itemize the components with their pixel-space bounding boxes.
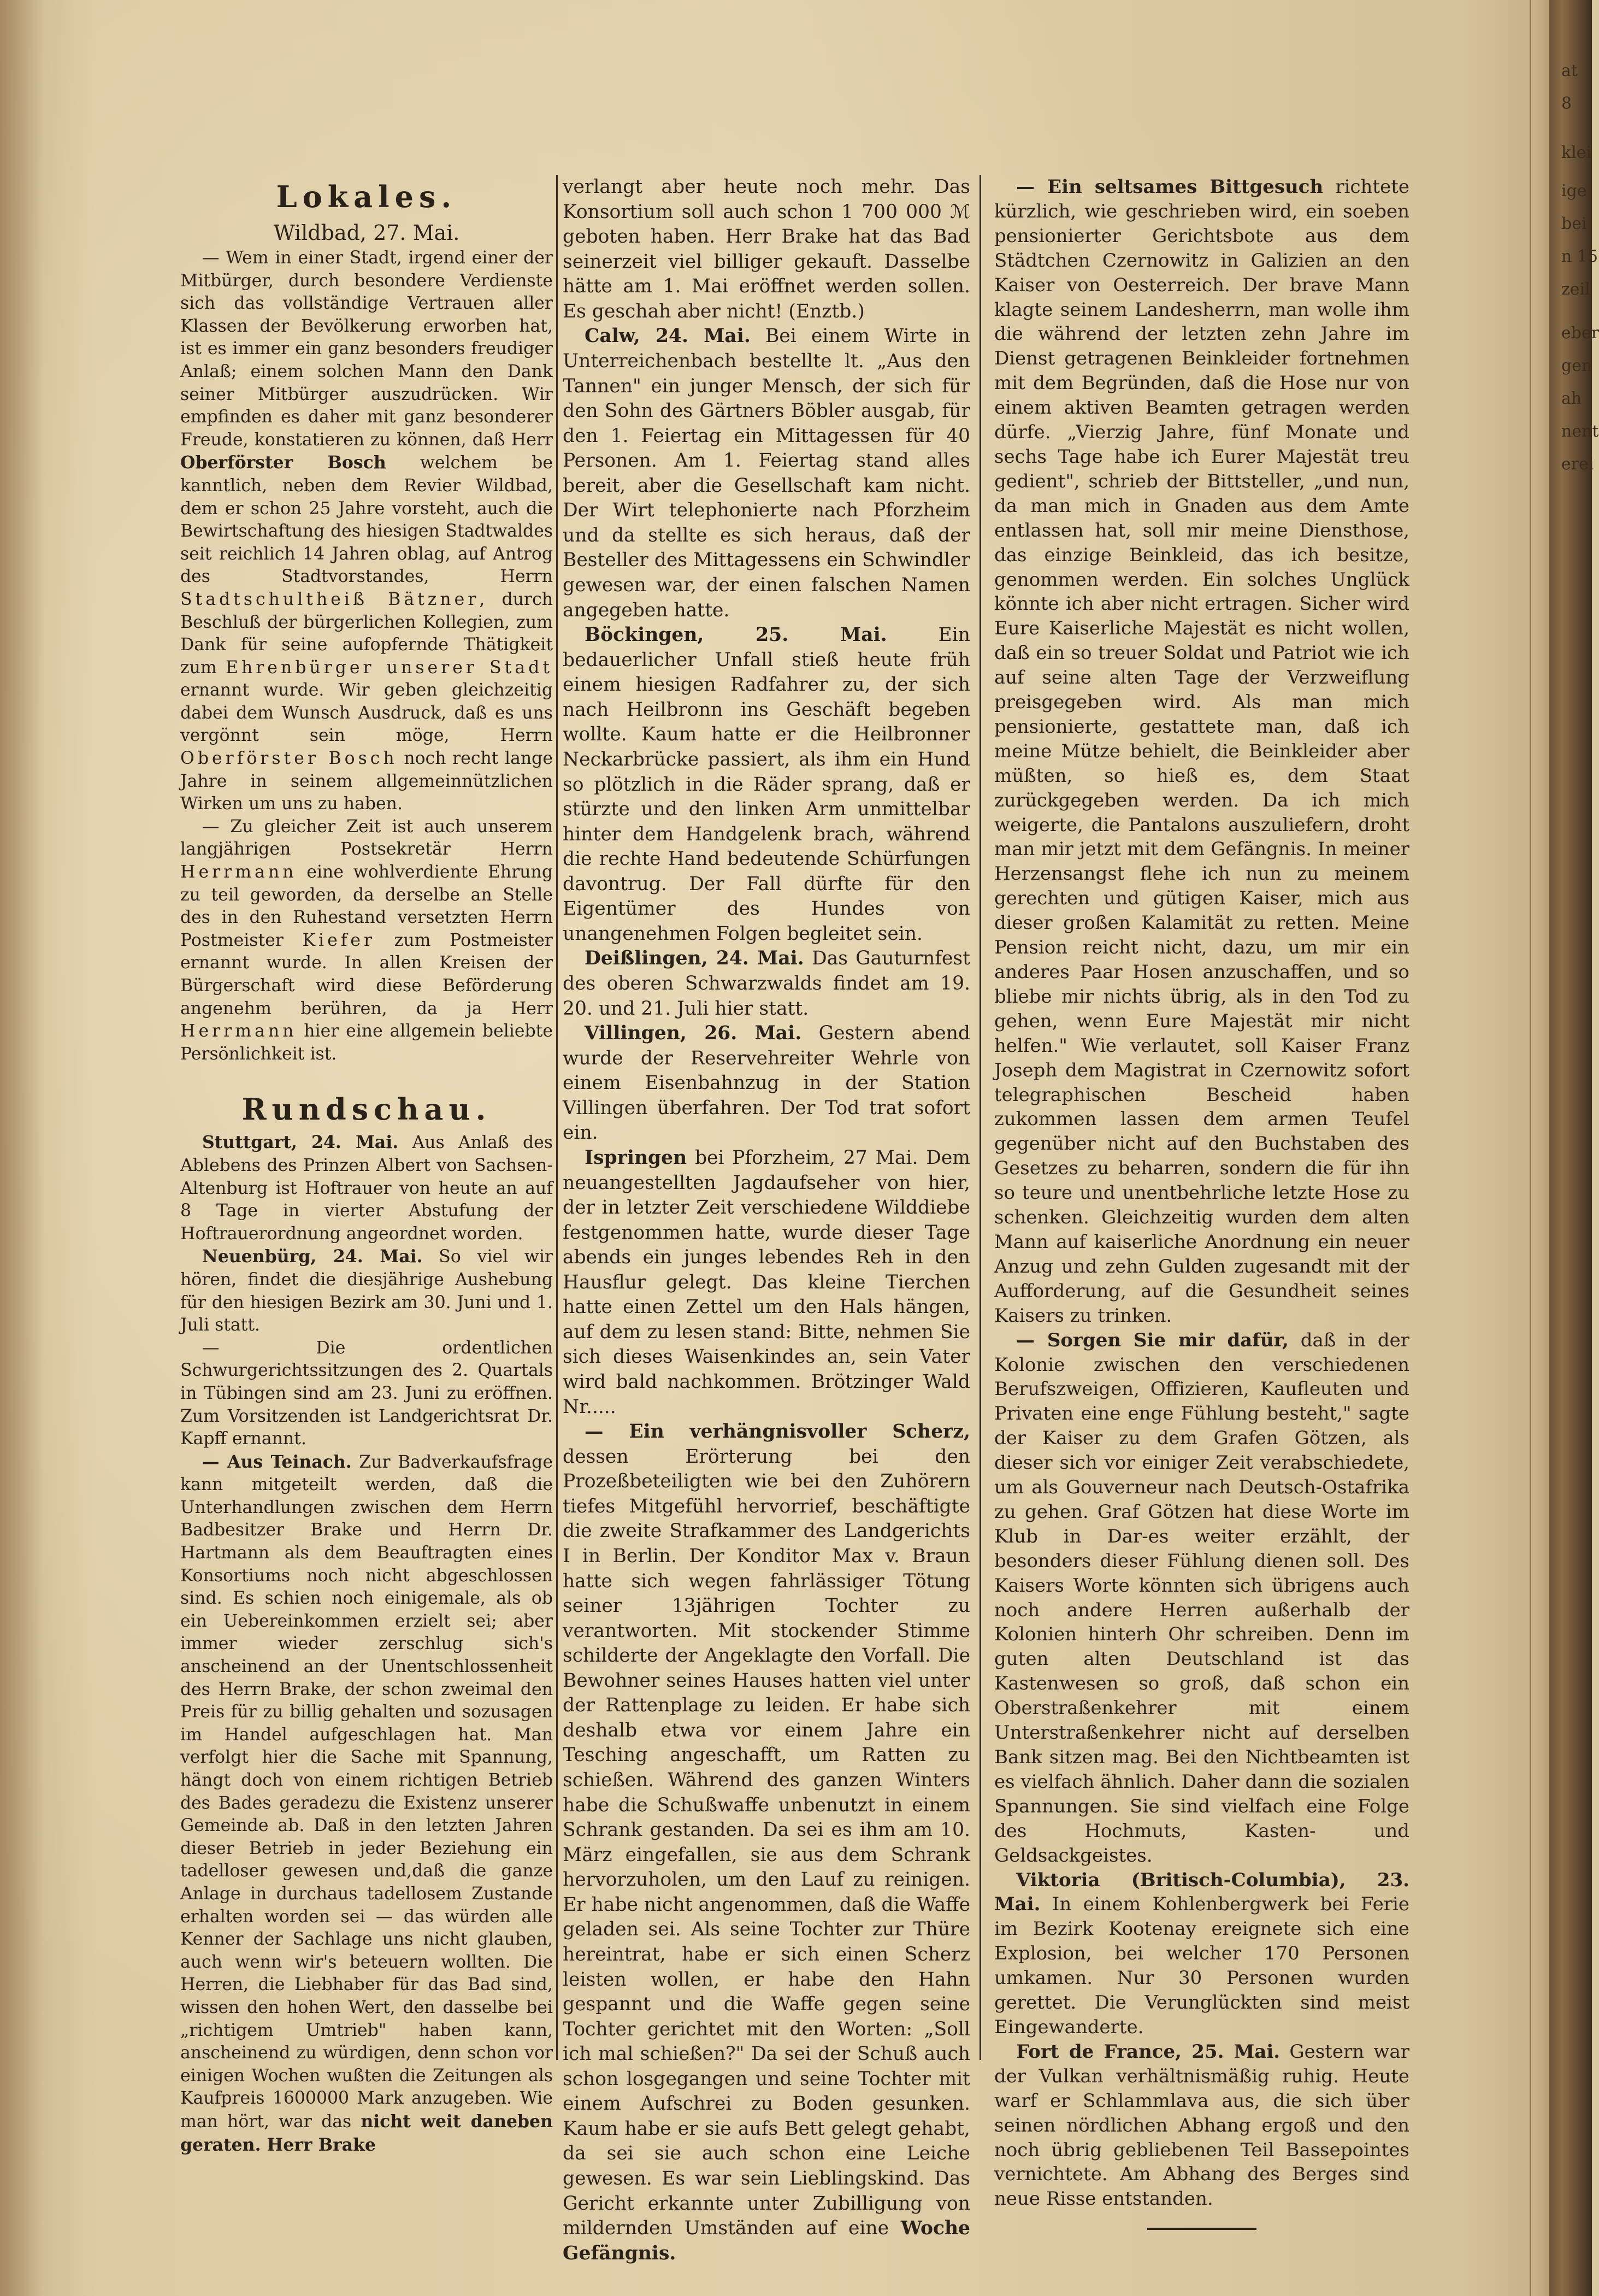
article-title: — Ein seltsames Bittgesuch [1016, 176, 1324, 198]
column-rule [556, 175, 558, 2060]
text-run: ernannt wurde. Wir geben gleichzeitig dabei dem Wunsch Ausdruck, daß es uns vergönnt sein möge, Herrn [180, 680, 553, 746]
rundschau-sorgen [994, 1328, 1409, 1868]
rundschau-schwurgericht: — Die ordentlichen Schwurgerichtssitzungen des 2. Quartals in Tübingen sind am 23. Juni zu eröffnen. Zum Vorsitzenden ist Landgerichtsrat Dr. Kapff ernannt. [180, 1338, 553, 1449]
text-run: Woche Gefängnis. [563, 2217, 970, 2264]
text-run: Herrmann [180, 1021, 297, 1041]
article-title: — Sorgen Sie mir dafür, [1016, 1329, 1289, 1351]
place-name: Ispringen [585, 1146, 687, 1169]
text-run: So viel wir hören, findet die diesjährige Aushebung für den hiesigen Bezirk am 30. Juni und 1. Juli statt. [180, 1247, 553, 1335]
text-run: dessen Erörterung bei den Prozeßbeteiligten wie bei den Zuhörern tiefes Mitgefühl hervorrief, beschäftigte die zweite Strafkammer des Landgerichts I in Berlin. Der Konditor Max v. Braun hatte sich wegen fahrlässiger Tötung seiner 13jährigen Tochter zu verantworten. Mit stockender Stimme schilderte der Angeklagte den Vorfall. Die Bewohner seines Hauses hatten viel unter der Rattenplage zu leiden. Er habe sich deshalb etwa vor einem Jahre ein Tesching angeschafft, um Ratten zu schießen. Während des ganzen Winters habe die Schußwaffe unbenutzt in einem Schrank gestanden. Da sei es ihm am 10. März eingefallen, sie aus dem Schrank hervorzuholen, um den Lauf zu reinigen. Er habe nicht angenommen, daß die Waffe geladen sei. Als seine Tochter zur Thüre hereintrat, habe er sich einen Scherz leisten wollen, er habe den Hahn gespannt und die Waffe gegen seine Tochter gerichtet mit den Worten: „Soll ich mal schießen?" Da sei der Schuß auch schon losgegangen und seine Tochter mit einem Aufschrei zu Boden gesunken. Kaum habe er sie aufs Bett gelegt gehabt, da sei sie auch schon eine Leiche gewesen. Es war sein Lieblingskind. Das Gericht erkannte unter Zubilligung von mildernden Umständen auf eine [563, 1445, 970, 2240]
end-separator [1147, 2228, 1256, 2230]
edge-fragment: zeil [1561, 280, 1590, 299]
text-run: — Wem in einer Stadt, irgend einer der Mitbürger, durch besondere Verdienste sich das vollständige Vertrauen aller Klassen der Bevölkerung erworben hat, ist es immer ein ganz besonders freudiger Anlaß; einem solchen Mann den Dank seiner Mitbürger auszudrücken. Wir empfinden es daher mit ganz besonderer Freude, konstatieren zu können, daß Herr [180, 248, 553, 450]
lokales-dateline: Wildbad, 27. Mai. [273, 221, 460, 245]
text-run: Herrmann [180, 862, 297, 882]
rundschau-villingen [563, 1021, 970, 1146]
text-run: — Zu gleicher Zeit ist auch unserem langjährigen Postsekretär Herrn [180, 816, 553, 859]
place-name: Deißlingen, 24. Mai. [585, 947, 804, 970]
lokales-article-2 [180, 816, 553, 1066]
text-run: Oberförster Bosch [180, 452, 386, 473]
rundschau-stuttgart [180, 1131, 553, 1245]
rundschau-calw [563, 324, 970, 623]
rundschau-deisslingen [563, 946, 970, 1021]
text-run: Zur Badverkaufsfrage kann mitgeteilt werden, daß die Unterhandlungen zwischen dem Herrn Badbesitzer Brake und Herrn Dr. Hartmann als dem Beauftragten eines Konsortiums noch nicht abgeschlossen sind. Es schien noch einigemale, als ob ein Uebereinkommen erzielt sei; aber immer wieder zerschlug sich's anscheinend an der Unentschlossenheit des Herrn Brake, der schon zweimal den Preis für zu billig gehalten und sozusagen im Handel aufgeschlagen hat. Man verfolgt hier die Sache mit Spannung, hängt doch von einem richtigen Betrieb des Bades geradezu die Existenz unserer Gemeinde ab. Daß in den letzten Jahren dieser Betrieb in jeder Beziehung ein tadelloser gewesen und,daß die ganze Anlage in durchaus tadellosem Zustande erhalten worden sei — das würden alle Kenner der Sachlage uns nicht glauben, auch wenn wir's beteuern wollten. Die Herren, die Liebhaber für das Bad sind, wissen den hohen Wert, den dasselbe bei „richtigem Umtrieb" haben kann, anscheinend zu würdigen, denn schon vor einigen Wochen wußten die Zeitungen als Kaufpreis 1600000 Mark anzugeben. Wie man hört, war das [180, 1452, 553, 2132]
edge-fragment: eber [1561, 323, 1599, 343]
edge-fragment: ige [1561, 181, 1587, 201]
text-run: Ehrenbürger unserer Stadt [225, 657, 553, 678]
text-run: Oberförster Bosch [180, 749, 398, 769]
text-run: richtete kürzlich, wie geschrieben wird, ein soeben pensionierter Gerichtsbote aus dem Städtchen Czernowitz in Galizien an den Kaiser von Oesterreich. Der brave Mann klagte seinem Landesherrn, man wolle ihm die während der letzten zehn Jahre im Dienst getragenen Beinkleider fortnehmen mit dem Begründen, daß die Hose nur von einem aktiven Beamten getragen werden dürfe. „Vierzig Jahre, fünf Monate und sechs Tage habe ich Eurer Majestät treu gedient", schrieb der Bittsteller, „und nun, da man mich in Gnaden aus dem Amte entlassen hat, soll mir meine Diensthose, das einzige Beinkleid, das ich besitze, genommen werden. Ein solches Unglück könnte ich aber nicht ertragen. Sicher wird Eure Kaiserliche Majestät es nicht wollen, daß ein so treuer Soldat und Patriot wie ich auf seine alten Tage der Verzweiflung preisgegeben wird. Als man mich pensionierte, gestattete man, daß ich meine Mütze behielt, die Beinkleider aber müßten, so hieß es, dem Staat zurückgegeben werden. Da ich mich weigerte, die Pantalons auszuliefern, droht man mir jetzt mit dem Gefängnis. In meiner Herzensangst flehe ich nun zu meinem gerechten und gütigen Kaiser, mich aus dieser großen Kalamität zu retten. Meine Pension reicht nicht, dazu, um mir ein anderes Paar Hosen anzuschaffen, und so bliebe mir nichts übrig, als in den Tod zu gehen, wenn Eure Majestät mir nicht helfen." Wie verlautet, soll Kaiser Franz Joseph dem Magistrat in Czernowitz sofort telegraphischen Bescheid haben zukommen lassen dem armen Teufel gegenüber nicht auf den Buchstaben des Gesetzes zu beharren, sondern die für ihn so teure und unentbehrliche letzte Hose zu schenken. Gleichzeitig wurden dem alten Mann auf kaiserliche Anordnung ein neuer Anzug und zehn Gulden zugesandt mit der Aufforderung, auf die Gesundheit seines Kaisers zu trinken. [994, 176, 1409, 1327]
rundschau-fort-de-france [994, 2040, 1409, 2211]
edge-fragment: at [1561, 61, 1578, 80]
text-run: hier eine allgemein beliebte Persönlichkeit ist. [180, 1021, 553, 1064]
place-name: Viktoria (Britisch-Columbia), 23. Mai. [994, 1869, 1409, 1916]
place-name: — Aus Teinach. [202, 1451, 352, 1472]
text-run: nicht weit daneben geraten. Herr Brake [180, 2111, 553, 2155]
rundschau-scherz [563, 1420, 970, 2266]
text-run: daß in der Kolonie zwischen den verschiedenen Berufszweigen, Offizieren, Kaufleuten und Privaten eine enge Fühlung besteht," sagte der Kaiser zu dem Grafen Götzen, als dieser sich vor einiger Zeit verabschiedete, um als Gouverneur nach Deutsch-Ostafrika zu gehen. Graf Götzen hat diese Worte im Klub in Dar-es weiter erzählt, der besonders dieser Fühlung dienen soll. Des Kaisers Worte könnten sich übrigens auch noch andere Herren außerhalb der Kolonien hinterh Ohr schreiben. Denn im guten alten Deutschland ist das Kastenwesen so groß, daß schon ein Oberstraßenkehrer mit einem Unterstraßenkehrer nicht auf derselben Bank sitzen mag. Bei den Nichtbeamten ist es vielfach ähnlich. Daher dann die sozialen Spannungen. Sie sind vielfach eine Folge des Hochmuts, Kasten- und Geldsackgeistes. [994, 1329, 1409, 1867]
text-run: Stadtschultheiß Bätzner [180, 589, 480, 609]
edge-fragment: gen [1561, 356, 1592, 375]
place-name: Böckingen, 25. Mai. [585, 624, 887, 646]
text-run: bei Pforzheim, 27 Mai. [687, 1146, 918, 1169]
worn-left-edge [0, 0, 44, 2296]
text-run: noch recht lange Jahre in seinem allgemeinnützlichen Wirken um uns zu haben. [180, 749, 553, 814]
text-run: , durch Beschluß der bürgerlichen Kollegien, zum Dank für seine aufopfernde Thätigkeit zum [180, 589, 553, 678]
adjacent-page-edge [1530, 0, 1550, 2296]
edge-fragment: nent [1561, 422, 1599, 441]
text-run: Ein bedauerlicher Unfall stieß heute früh einem hiesigen Radfahrer zu, der sich nach Heilbronn ins Geschäft begeben wollte. Kaum hatte er die Heilbronner Neckarbrücke passiert, als ihm ein Hund so plötzlich in die Räder sprang, daß er stürzte und den linken Arm unmittelbar hinter dem Handgelenk brach, während die rechte Hand bedeutende Schürfungen davontrug. Der Fall dürfte für den Eigentümer des Hundes von unangenehmen Folgen begleitet sein. [563, 624, 970, 945]
rundschau-boeckingen [563, 623, 970, 946]
rundschau-ispringen [563, 1146, 970, 1420]
text-run: zum Postmeister ernannt wurde. In allen Kreisen der Bürgerschaft wird diese Beförderung angenehm berühren, da ja Herr [180, 930, 553, 1019]
rundschau-teinach [180, 1451, 553, 2157]
place-name: Fort de France, 25. Mai. [1016, 2040, 1281, 2063]
edge-fragment: klei [1561, 143, 1592, 162]
edge-fragment: bei [1561, 214, 1587, 233]
place-name: Calw, 24. Mai. [585, 325, 751, 348]
article-title: — Ein verhängnisvoller Scherz, [585, 1421, 970, 1443]
rundschau-neuenbuerg [180, 1245, 553, 1337]
rundschau-viktoria [994, 1868, 1409, 2040]
edge-fragment: ah [1561, 389, 1582, 408]
edge-fragment: erei [1561, 455, 1594, 474]
edge-fragment: n 15 [1561, 247, 1598, 266]
column-2 [563, 175, 970, 2266]
column-rule [980, 175, 981, 2060]
lokales-heading: Lokales. [276, 179, 457, 214]
edge-fragment: 8 [1561, 94, 1572, 113]
text-run: Gestern abend wurde der Reservehreiter Wehrle von einem Eisenbahnzug in der Station Villingen überfahren. Der Tod trat sofort ein. [563, 1022, 970, 1144]
text-run: Aus Anlaß des Ablebens des Prinzen Albert von Sachsen-Altenburg ist Hoftrauer von heute an auf 8 Tage in vierter Abstufung der Hoftrauerordnung angeordnet worden. [180, 1133, 553, 1244]
text-run: Bei einem Wirte in Unterreichenbach bestellte lt. „Aus den Tannen" ein junger Mensch, der sich für den Sohn des Gärtners Böbler ausgab, für den 1. Feiertag ein Mittagessen für 40 Personen. Am 1. Feiertag stand alles bereit, aber die Gesellschaft kam nicht. Der Wirt telephonierte nach Pforzheim und da stellte es sich heraus, daß der Besteller des Mittagessens ein Schwindler gewesen war, der einen falschen Namen angegeben hatte. [563, 325, 970, 621]
text-run: eine wohlverdiente Ehrung zu teil geworden, da derselbe an Stelle des in den Ruhestand versetzten Herrn Postmeister [180, 862, 553, 950]
text-run: Das Gauturnfest des oberen Schwarzwalds findet am 19. 20. und 21. Juli hier statt. [563, 947, 970, 1020]
rundschau-bittgesuch [994, 175, 1409, 1328]
place-name: Stuttgart, 24. Mai. [202, 1132, 399, 1153]
text-run: In einem Kohlenbergwerk bei Ferie im Bezirk Kootenay ereignete sich eine Explosion, bei welcher 170 Personen umkamen. Nur 30 Personen wurden gerettet. Die Verunglückten sind meist Eingewanderte. [994, 1893, 1409, 2038]
text-run: Dem neuangestellten Jagdaufseher von hier, der in letzter Zeit verschiedene Wilddiebe festgenommen hatte, wurde dieser Tage abends ein junges lebendes Reh in den Hausflur gelegt. Das kleine Tierchen hatte einen Zettel um den Hals hängen, auf dem zu lesen stand: Bitte, nehmen Sie sich dieses Waisenkindes an, sein Vater wird bald nachkommen. Brötzinger Wald Nr..... [563, 1146, 970, 1418]
rundschau-teinach-continued: verlangt aber heute noch mehr. Das Konsortium soll auch schon 1 700 000 ℳ geboten haben. Herr Brake hat das Bad seinerzeit viel billiger gekauft. Dasselbe hätte am 1. Mai eröffnet werden sollen. Es geschah aber nicht! (Enztb.) [563, 176, 970, 322]
rundschau-heading: Rundschau. [241, 1092, 492, 1127]
place-name: Villingen, 26. Mai. [585, 1022, 802, 1045]
column-3 [994, 175, 1409, 2235]
column-1 [180, 175, 553, 2157]
text-run: Kiefer [302, 930, 376, 950]
lokales-article-1 [180, 247, 553, 816]
place-name: Neuenbürg, 24. Mai. [202, 1246, 423, 1267]
text-run: Gestern war der Vulkan verhältnismäßig ruhig. Heute warf er Schlammlava aus, die sich über seinen nördlichen Abhang ergoß und den noch übrig gebliebenen Teil Bassepointes vernichtete. Am Abhang des Berges sind neue Risse entstanden. [994, 2040, 1409, 2210]
text-run: welchem be kanntlich, neben dem Revier Wildbad, dem er schon 25 Jahre vorsteht, auch die Bewirtschaftung des hiesigen Stadtwaldes seit reichlich 14 Jahren oblag, auf Antrog des Stadtvorstandes, Herrn [180, 453, 553, 587]
